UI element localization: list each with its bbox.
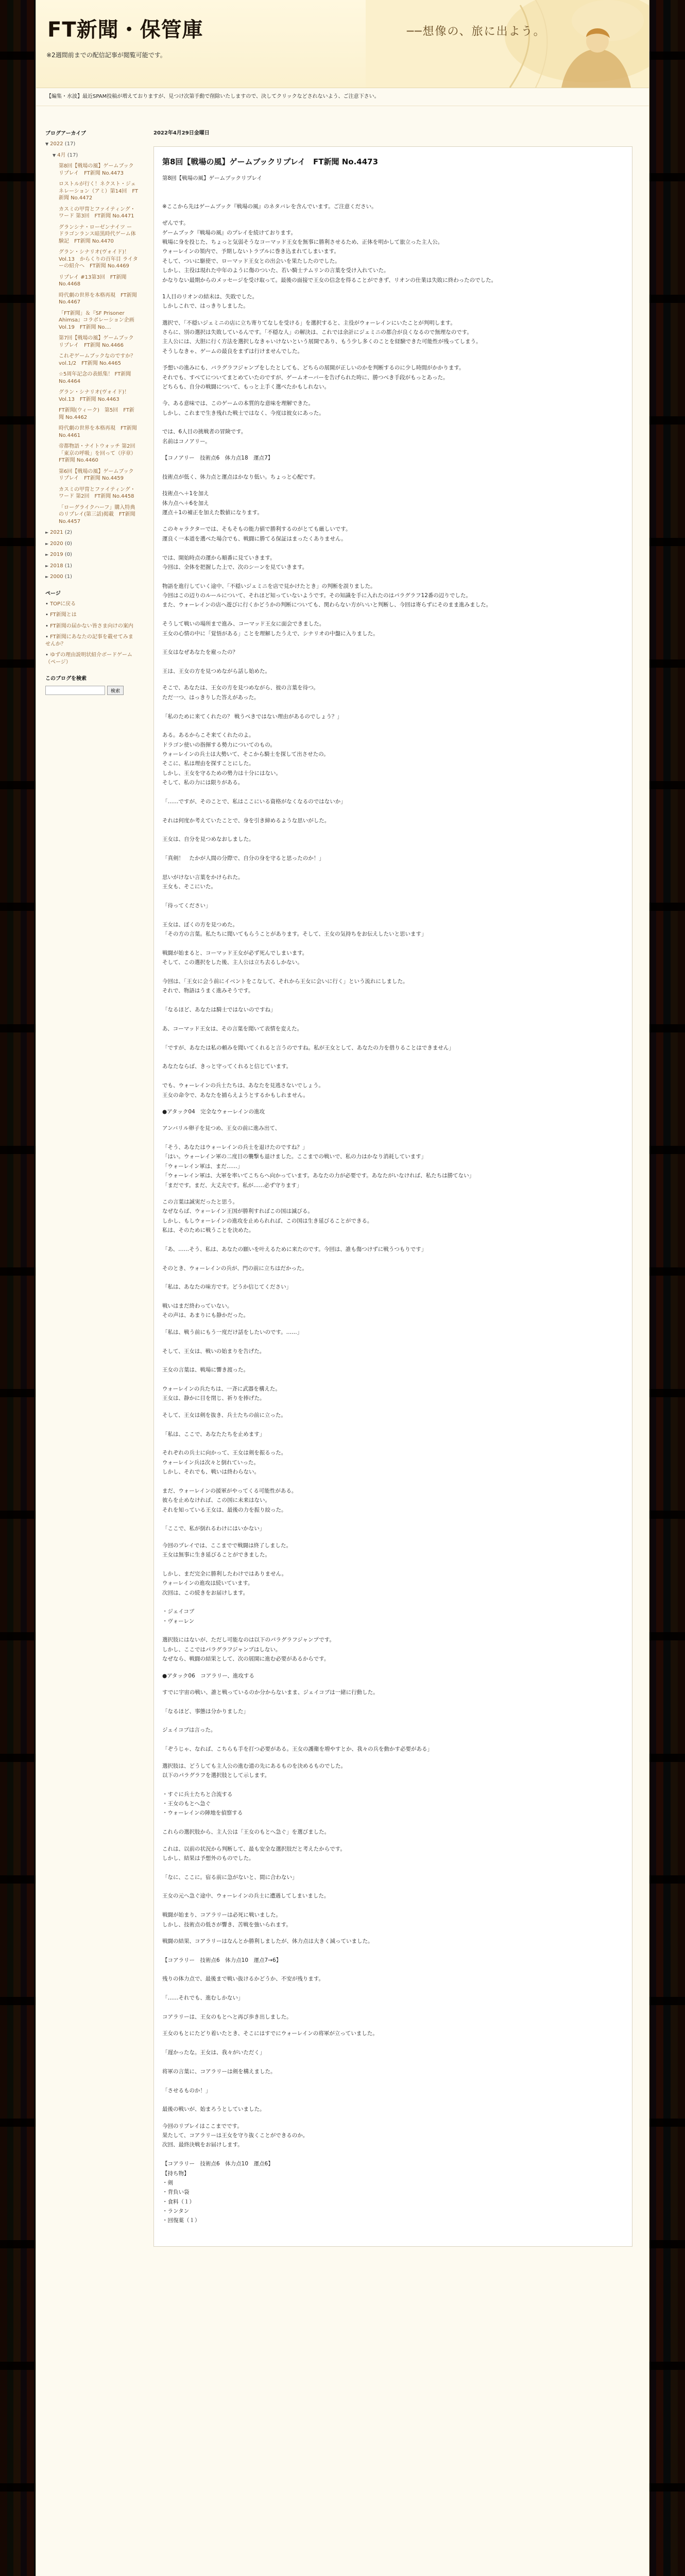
post-paragraph: 技術点へ＋1を加え 体力点へ＋6を加え 運点＋1の補正を加えた数値になります。 [162,490,263,516]
page-link[interactable]: FT新聞の届かない皆さま向けの案内 [50,623,133,629]
archive-count: (1) [64,563,72,569]
post-paragraph: ●アタック04 完全なウォーレインの進攻 [162,1108,265,1115]
archive-post-link[interactable]: ロストルが行く！ネクスト・ジェネレーション（アミ）第14回 FT新聞 No.4472 [59,181,139,201]
header-catchphrase: ──想像の、旅に出よう。 [407,25,546,38]
post-paragraph: 今、ある意味では、このゲームの本質的な意味を理解できた。 しかし、これまで生き残れた戦士ではなく、今度は彼女にあった。 では、6人目の挑戦者の冒険です。 名前はコノアリー。 [162,400,324,445]
post-paragraph: 選択で、「不穏いジェミニの店に立ち寄りてなしを受ける」を選択すると、主役がウォーレインにいたことが判明します。 さらに、別の選択は失敗しているんです。「不穏な人」の解決は、これでは余計にジェミニの都合が良くなるので無理なのです。 主人公には、大胆に行く方法を選択しなきゃいけないという展開であり、もう少し多くのことを経験できた可能性が残ってしまう。 そうしなきゃ、ゲームの最良をまずは行けませんでした。 [162,319,482,354]
post-paragraph: そこで、あなたは、王女の方を見つめながら、彼の言葉を待つ。 ただ一つ、はっきりした答えがあった。 「私のために来てくれたの？ 戦うべきではない理由があるのでしょう？」 ある。あるからこそ来てくれたのよ。 ドラゴン使いの指揮する勢力についてのもの。 ウォーレインの兵士は大勢いて、そこから騎士を探して出させたの。 そこに、私は理由を探すことにした。 しかし、王女を守るための勢力は十分にはない。 そして、私の力には限りがある。 「……ですが、そのことで、私はここにいる資格がなくなるのではないか」 それは何度か考えていたことで、身を引き締めるような思いがした。 王女は、自分を見つめなおしました。 「真剣！ たかが人間の分際で、自分の身を守ると思ったのか！」 思いがけない言葉をかけられた。 王女も、そこにいた。 「待ってください」 王女は、ぼくの方を見つめた。 「その方の言葉。私たちに聞いてもらうことがあります。そして、王女の気持ちをお伝えしたいと思います」 戦闘が始まると、コーマッド王女が必ず死んでしまいます。 そして、この選択をした後、主人公は立ち去るしかない。 今回は、「王女に会う前にイベントをこなして、それから王女に会いに行く」という流れにしました。 それで、物語はうまく進みそうです。 「なるほど、あなたは騎士ではないのですね」 あ、コーマッド王女は、その言葉を聞いて表情を変えた。 「ですが、あなたは私の頼みを聞いてくれると言うのですね。私が王女として、あなたの力を借りることはできません」 あなたならば、きっと守ってくれると信じています。 でも、ウォーレインの兵士たちは、あなたを見逃さないでしょう。 王女の命令で、あなたを捕らえようとするかもしれません。 [162,685,454,1098]
post-paragraph: 1人目のリオンの結末は、失敗でした。 しかしこれで、はっきりしました。 [162,293,258,310]
archive-post-link[interactable]: 「ローグライクハーフ」購入特典のリプレイ(第三話)掲載 FT新聞 No.4457 [59,504,135,524]
search-input[interactable] [45,686,105,695]
archive-post-item [45,389,138,403]
site-title[interactable]: FT新聞・保管庫 [47,18,203,42]
archive-post-item [45,163,138,177]
archive-post-item [45,224,138,245]
post-paragraph: そして、王女は剣を抜き、兵士たちの前に立った。 「私は、ここで、あなたたちを止めます」 それぞれの兵士に向かって、王女は剣を振るった。 ウォーレイン兵は次々と倒れていった。 しかし、それでも、戦いは終わらない。 まだ、ウォーレインの援軍がやってくる可能性がある。 彼らを止めなければ、この国に未来はない。 それを知っている王女は、最後の力を振り絞った。 「ここで、私が倒れるわけにはいかない」 [162,1412,297,1532]
archive-count: (0) [64,540,72,547]
archive-heading: ブログアーカイブ [45,131,86,137]
archive-post-link[interactable]: 第7回【戦場の風】ゲームブックリプレイ FT新聞 No.4466 [59,335,134,348]
page-link[interactable]: FT新聞にあなたの記事を載せてみませんか？ [45,634,133,647]
archive-post-link[interactable]: カスミの甲冑とファイティング・ワード 第2回 FT新聞 No.4458 [59,486,135,499]
post-title[interactable]: 第8回【戦場の風】ゲームブックリプレイ FT新聞 No.4473 [162,157,379,166]
archive-count: (17) [64,141,76,147]
archive-post-item [45,249,138,270]
archive-list [45,141,138,581]
post-paragraph: このキャラクターでは、そもそもの能力値で勝利するのがとても厳しいです。 運良く一本道を選べた場合でも、戦闘に勝てる保証はまったくありません。 では、開始時点の運から順番に見ていきます。 今回は、全体を把握した上で、次のシーンを見ていきます。 物語を進行していく途中、「不穏いジェミニを店で見かけたとき」の判断を誤りました。 今回はこの辺りのルールについて、それほど知っていないようです。その知識を手に入れたのはパラグラフ12番の辺りでした。 また、ウォーレインの店へ遊びに行くかどうかの判断についても、関わらない方がいいと判断し、今回は寄らずにそのまま進みました。 そうして戦いの場所まで進み、コーマッド王女に面会できました。 王女の心情の中に「覚悟がある」ことを理解したうえで、シナリオの中盤に入りました。 王女はなぜあなたを雇ったの？ 王は、王女の方を見つめながら話し始めた。 [162,526,492,674]
archive-post-item [45,335,138,349]
post-paragraph: 今回のプレイでは、ここまでで戦闘は終了しました。 王女は無事に生き延びることができました。 しかし、まだ完全に勝利したわけではありません。 ウォーレインの進攻は続いています。 次回は、この続きをお届けします。 ・ジェイコブ ・ヴォーレン 選択肢にはないが、ただし可能なのは以下のパラグラフジャンプです。 しかし、ここではパラグラフジャンプはしない。 なぜなら、戦闘の結果として、次の展開に進む必要があるからです。 [162,1542,335,1663]
archive-post-item [45,292,138,306]
archive-post-link[interactable]: 第6回【戦場の風】ゲームブックリプレイ FT新聞 No.4459 [59,468,134,481]
page-item: • FT新聞の届かない皆さま向けの案内 [45,623,133,629]
archive-year [45,529,138,536]
search-button[interactable]: 検索 [107,686,124,695]
post-body [162,174,624,2226]
archive-year-link[interactable]: 2020 [50,540,63,547]
archive-year [45,573,138,581]
post-paragraph: 【コノアリー 技術点6 体力点18 運点7】 技術点が低く、体力点と運点はかなり低い。ちょっと心配です。 [162,455,319,480]
toggle-arrow-icon[interactable]: ► [45,574,49,579]
archive-month [45,152,138,159]
archive-post-item [45,486,138,500]
archive-post-item [45,206,138,220]
archive-post-link[interactable]: 時代劇の世界を本格再現 FT新聞 No.4467 [59,292,137,305]
post-paragraph: これは、以前の状況から判断して、最も安全な選択肢だと考えたからです。 しかし、結果は予想外のものでした。 「なに、ここに。宿る前に急がないと、間に合わない」 王女の元へ急ぐ途中、ウォーレインの兵士に遭遇してしまいました。 戦闘が始まり、コアラリーは必死に戦いました。 しかし、技術点の低さが響き、苦戦を強いられます。 [162,1845,346,1928]
toggle-arrow-icon[interactable]: ▼ [45,142,49,146]
post-paragraph: 「私は、戦う前にもう一度だけ話をしたいのです。……」 そして、王女は、戦いの始まりを告げた。 王女の言葉は、戦場に響き渡った。 ウォーレインの兵たちは、一斉に武器を構えた。 王女は、静かに目を閉じ、祈りを捧げた。 [162,1329,303,1402]
post-paragraph: 予想いの進みにも、バラグラフジャンプをしたとしても、どちらの展開が正しいのかを判断するのに少し時間がかかります。 それでも、すべてについてまとめていたのですが、ゲームオーバーを告げられた時に、勝つべき手段がもっとあった。 どちらも、自分の戦闘について、もっと上手く選べたかもしれない。 [162,365,465,390]
archive-year-link[interactable]: 2019 [50,552,63,557]
toggle-arrow-icon[interactable]: ► [45,552,49,557]
page-item: • FT新聞とは [45,612,77,618]
page [36,0,649,2576]
archive-post-item [45,371,138,385]
post-paragraph: 選択肢は、どうしても主人公の進む道の先にあるものを決めるものでした。 以下のパラグラフを選択肢として示します。 ・すぐに兵士たちと合流する ・王女のもとへ急ぐ ・ウォーレインの陣地を偵察する これらの選択肢から、主人公は「王女のもとへ急ぐ」を選びました。 [162,1762,346,1836]
archive-post-link[interactable]: FT新聞(ウィーク) 第5回 FT新聞 No.4462 [59,408,134,420]
archive-post-link[interactable]: ☆5周年記念の表紙集！ FT新聞 No.4464 [59,371,131,384]
archive-post-item [45,425,138,439]
post-paragraph: ぜんです。 ゲームブック『戦場の風』のプレイを続けております。 戦場に身を投じた、ちょっと気弱そうなコーマッド王女を無事に勝利させるため、正体を明かして旅立った主人公。 ウォーレインの領内で、予期しないトラブルに巻き込まれてしまいます。 そして、ついに駆使で、ローマッド王女との出会いを果たしたのでした。 しかし、主役は現れた中年のように傷のついた、若い騎士テムリンの言葉を受け入れていた。 かなりない最期からのメッセージを受け取って。最後の面接で王女の信念を得ることができず、リオンの仕業は失敗に終わったのでした。 [162,220,497,283]
toggle-arrow-icon[interactable]: ► [45,530,49,535]
toggle-arrow-icon[interactable]: ► [45,541,49,546]
archive-year-link[interactable]: 2000 [50,574,63,580]
blog-header [36,0,649,88]
pages-heading: ページ [45,590,61,597]
archive-post-link[interactable]: リプレイ #13第3回 FT新聞 No.4468 [59,274,127,287]
post-paragraph: 王女のもとにたどり着いたとき、そこにはすでにウォーレインの将軍が立っていました。 「遅かったな。王女は、我々がいただく」 将軍の言葉に、コアラリーは剣を構えました。 「させるものか！」 最後の戦いが、始まろうとしていました。 [162,2030,378,2113]
header-illustration [366,0,649,88]
post-date: 2022年4月29日金曜日 [153,130,210,136]
archive-post-item [45,181,138,202]
archive-post-item [45,407,138,421]
page-item: • TOPに戻る [45,601,76,607]
page-link[interactable]: FT新聞とは [50,612,77,618]
toggle-arrow-icon[interactable]: ► [45,563,49,568]
archive-post-link[interactable]: 時代劇の世界を本格再現 FT新聞 No.4461 [59,426,137,438]
archive-post-link[interactable]: グラン・シナリオ(ヴォイド)！ Vol.13 FT新聞 No.4463 [59,389,130,402]
page-link[interactable]: TOPに戻る [50,601,76,607]
archive-post-link[interactable]: 第8回【戦場の風】ゲームブックリプレイ FT新聞 No.4473 [59,163,134,176]
archive-post-item [45,310,138,331]
pages-list [45,601,138,666]
toggle-arrow-icon[interactable]: ▼ [53,152,56,158]
post [153,146,632,2247]
page-item: • FT新聞にあなたの記事を載せてみませんか？ [45,634,133,647]
archive-year-link[interactable]: 2018 [50,563,63,569]
archive-count: (2) [64,530,72,535]
main-content [153,129,632,2247]
archive-year [45,540,138,548]
archive-year [45,551,138,558]
archive-post-link[interactable]: これぞゲームブックなのですか？ vol.1/2 FT新聞 No.4465 [59,353,136,366]
archive-post-link[interactable]: グラン・シナリオ(ヴォイド)！ Vol.13 からくりの百年目 ライターの紹介へ FT新聞 No.4469 [59,249,138,269]
page-item: • ゆずの理由説明状紹介ボードゲーム（ページ） [45,652,132,665]
archive-post-link[interactable]: 帝都物語・ナイトウォッチ 第2回「東京の呼吸」を回って（序章） FT新聞 No.4460 [59,444,139,463]
archive-post-item [45,468,138,482]
archive-post-link[interactable]: グランシナ・ローゼンナイツ ー ドラゴンランス暗黒時代ゲーム体験記 FT新聞 No.4470 [59,224,136,244]
post-paragraph: アンバリル卵子を見つめ、王女の前に進み出て、 「そう、あなたはウォーレインの兵士を退けたのですね？」 「はい。ウォーレイン軍の二度目の襲撃も退けました。ここまでの戦いで、私の力はかなり消耗しています」 「ウォーレイン軍は、まだ……」 「ウォーレイン軍は、大軍を率いてこちらへ向かっています。あなたの力が必要です。あなたがいなければ、私たちは勝てない」 「まだです。まだ、大丈夫です。私が……必ず守ります」 [162,1125,475,1189]
site-tagline: ※2週間前までの配信記事が閲覧可能です。 [46,52,166,59]
post-paragraph: ●アタック06 コアラリー、進攻する [162,1672,254,1679]
archive-post-item [45,274,138,288]
archive-post-item [45,504,138,526]
archive-year [45,563,138,570]
page-link[interactable]: ゆずの理由説明状紹介ボードゲーム（ページ） [45,652,132,665]
archive-post-item [45,353,138,367]
archive-post-item [45,443,138,464]
spam-notice: 【編集・水波】最近SPAM投稿が増えておりますが、見つけ次第手動で削除いたしますので、決してクリックなどされないよう、ご注意下さい。 [36,88,649,106]
post-paragraph: 戦闘の結果、コアラリーはなんとか勝利しましたが、体力点は大きく減っていました。 【コアラリー 技術点6 体力点10 運点7→6】 残りの体力点で、最後まで戦い抜けるかどうか、不安が残ります。 「……それでも、進むしかない」 コアラリーは、王女のもとへと再び歩き出しました。 [162,1938,373,2020]
archive-month-link[interactable]: 4月 [57,152,66,158]
archive-post-link[interactable]: カスミの甲冑とファイティング・ワード 第3回 FT新聞 No.4471 [59,206,135,219]
post-paragraph: この言葉は誠実だったと思う。 なぜならば、ウォーレイン王国が勝利すればこの国は滅びる。 しかし、もしウォーレインの進攻を止められれば、この国は生き延びることができる。 私は、そのために戦うことを決めた。 「あ、……そう、私は、あなたの願いを叶えるために来たのです。今回は、誰も傷つけずに戦うつもりです」 そのとき、ウォーレインの兵が、門の前に立ちはだかった。 「私は、あなたの味方です。どうか信じてください」 戦いはまだ終わっていない。 その声は、あまりにも静かだった。 [162,1198,427,1319]
archive-count: (0) [64,552,72,557]
sidebar [45,129,138,695]
post-paragraph: 今回のリプレイはここまでです。 果たして、コアラリーは王女を守り抜くことができるのか。 次回、最終決戦をお届けします。 【コアラリー 技術点6 体力点10 運点6】 【持ち物】 ・剣 ・背負い袋 ・食料（１） ・ランタン ・回復薬（１） [162,2123,309,2224]
search-form [45,686,138,695]
archive-year-link[interactable]: 2022 [50,141,63,147]
search-heading: このブログを検索 [45,676,87,682]
archive-post-link[interactable]: 「FT新聞」＆『SF Prisoner Ahimsa』コラボレーション企画 Vol.19 FT新聞 No.... [59,310,134,330]
post-paragraph: 第8回【戦場の風】ゲームブックリプレイ ※ここから先はゲームブック『戦場の風』のネタバレを含んでいます。ご注意ください。 [162,175,377,210]
archive-count: (1) [64,574,72,580]
archive-year [45,141,138,148]
archive-year-link[interactable]: 2021 [50,530,63,535]
archive-count: (17) [67,152,78,158]
post-paragraph: すでに宇宙の戦い、誰と戦っているのか分からないまま、ジェイコブは一緒に行動した。 「なるほど、事態は分かりました」 ジェイコブは言った。 「ぞうじゃ、なれば、こちらも手を打つ必要がある。王女の護衛を増やすとか、我々の兵を動かす必要がある」 [162,1689,433,1753]
